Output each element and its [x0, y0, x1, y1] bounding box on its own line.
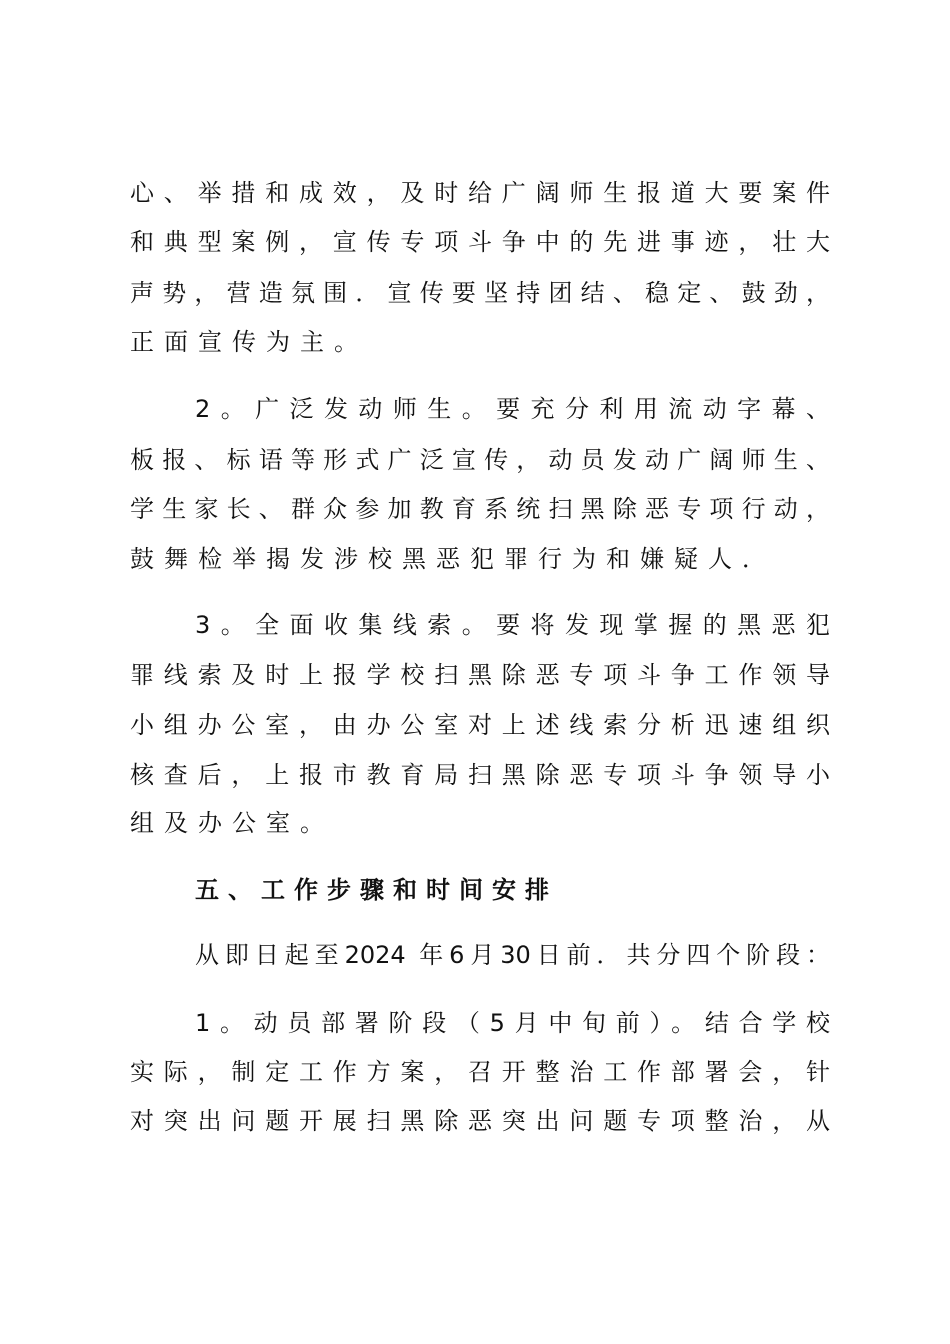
text-line-8: 鼓舞检举揭发涉校黑恶犯罪行为和嫌疑人． [130, 545, 776, 573]
text-line-16: 1。动员部署阶段（5月中旬前）。结合学校 [195, 1009, 830, 1037]
text-line-11: 小组办公室，由办公室对上述线索分析迅速组织 [130, 711, 830, 739]
text-line-3: 声势，营造氛围．宣传要坚持团结、稳定、鼓劲， [130, 279, 830, 307]
text-line-1: 心、举措和成效，及时给广阔师生报道大要案件 [130, 179, 830, 207]
text-line-18: 对突出问题开展扫黑除恶突出问题专项整治，从 [130, 1107, 830, 1135]
text-line-2: 和典型案例，宣传专项斗争中的先进事迹，壮大 [130, 228, 830, 256]
text-line-9: 3。全面收集线索。要将发现掌握的黑恶犯 [195, 611, 830, 639]
text-line-6: 板报、标语等形式广泛宣传，动员发动广阔师生、 [130, 446, 830, 474]
text-line-12: 核查后，上报市教育局扫黑除恶专项斗争领导小 [130, 761, 830, 789]
text-line-7: 学生家长、群众参加教育系统扫黑除恶专项行动， [130, 495, 830, 523]
text-line-15: 从即日起至2024 年6月30日前．共分四个阶段： [195, 941, 830, 969]
text-line-5: 2。广泛发动师生。要充分利用流动字幕、 [195, 395, 830, 423]
text-line-4: 正面宣传为主。 [130, 328, 368, 356]
section-heading: 五、工作步骤和时间安排 [195, 876, 558, 904]
text-line-17: 实际，制定工作方案，召开整治工作部署会，针 [130, 1058, 830, 1086]
text-line-10: 罪线索及时上报学校扫黑除恶专项斗争工作领导 [130, 661, 830, 689]
text-line-13: 组及办公室。 [130, 809, 334, 837]
